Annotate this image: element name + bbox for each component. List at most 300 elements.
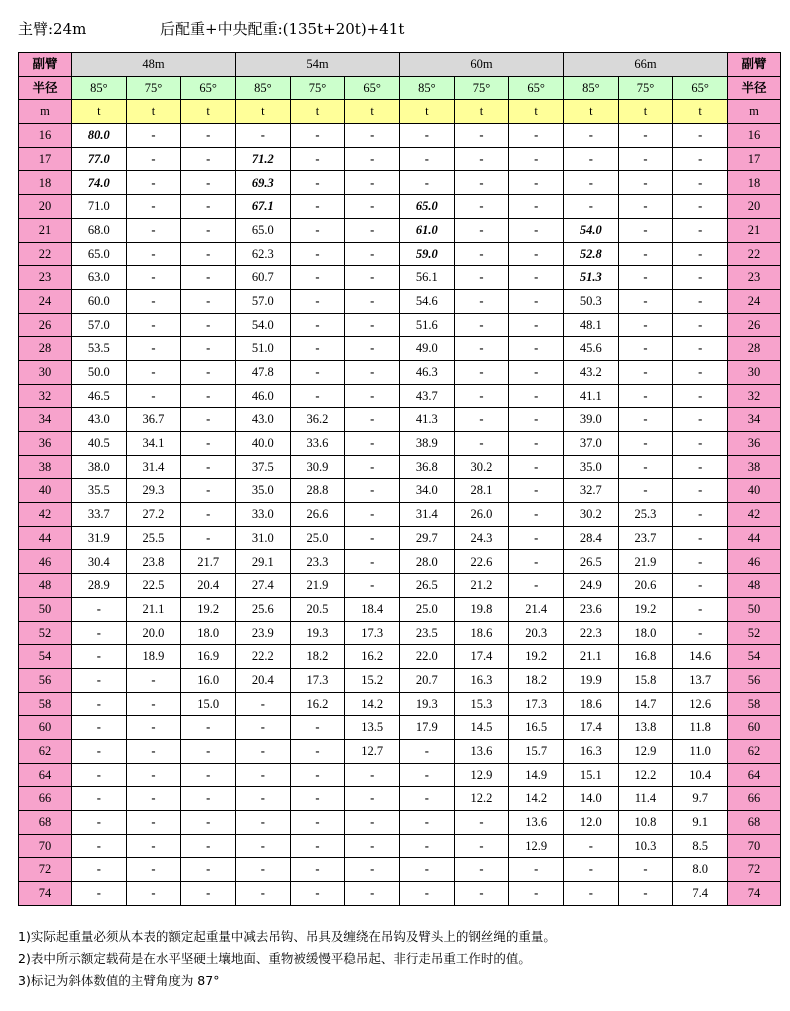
load-value-cell: 16.3: [454, 668, 509, 692]
load-value-cell: -: [454, 432, 509, 456]
load-value-cell: 62.3: [236, 242, 291, 266]
load-value-cell: -: [509, 313, 564, 337]
load-value-cell: 9.1: [673, 811, 728, 835]
load-value-cell: -: [126, 171, 181, 195]
angle-cell: 85°: [72, 76, 127, 100]
load-value-cell: -: [126, 360, 181, 384]
load-value-cell: -: [564, 124, 619, 148]
unit-header-row: [19, 100, 781, 124]
load-value-cell: -: [673, 455, 728, 479]
load-value-cell: -: [618, 337, 673, 361]
load-value-cell: -: [618, 124, 673, 148]
load-value-cell: 54.0: [236, 313, 291, 337]
load-value-cell: -: [400, 882, 455, 906]
load-value-cell: 14.6: [673, 645, 728, 669]
load-value-cell: -: [181, 408, 236, 432]
load-value-cell: -: [454, 171, 509, 195]
load-value-cell: 65.0: [236, 218, 291, 242]
load-value-cell: -: [345, 787, 400, 811]
load-value-cell: -: [400, 811, 455, 835]
angle-cell: 75°: [290, 76, 345, 100]
main-boom-label: 主臂:24m: [18, 20, 87, 38]
load-value-cell: -: [509, 337, 564, 361]
load-value-cell: 35.5: [72, 479, 127, 503]
load-value-cell: 21.1: [126, 597, 181, 621]
load-value-cell: 53.5: [72, 337, 127, 361]
table-row: [19, 242, 781, 266]
radius-cell: 38: [19, 455, 72, 479]
load-value-cell: -: [126, 739, 181, 763]
load-value-cell: -: [509, 408, 564, 432]
load-value-cell: -: [400, 124, 455, 148]
load-value-cell: -: [564, 171, 619, 195]
table-row: [19, 668, 781, 692]
load-value-cell: 23.5: [400, 621, 455, 645]
load-value-cell: 15.2: [345, 668, 400, 692]
load-value-cell: -: [72, 739, 127, 763]
load-value-cell: -: [290, 858, 345, 882]
table-row: [19, 479, 781, 503]
load-value-cell: -: [673, 147, 728, 171]
load-value-cell: 39.0: [564, 408, 619, 432]
load-value-cell: -: [126, 858, 181, 882]
radius-right-cell: 34: [728, 408, 781, 432]
load-value-cell: 22.6: [454, 550, 509, 574]
load-value-cell: 41.1: [564, 384, 619, 408]
load-value-cell: -: [181, 242, 236, 266]
load-value-cell: -: [290, 242, 345, 266]
load-value-cell: -: [181, 337, 236, 361]
load-value-cell: -: [126, 289, 181, 313]
group-48m: 48m: [72, 53, 236, 77]
angle-cell: 75°: [618, 76, 673, 100]
load-value-cell: 49.0: [400, 337, 455, 361]
table-row: [19, 171, 781, 195]
load-value-cell: -: [290, 171, 345, 195]
load-value-cell: 65.0: [400, 195, 455, 219]
load-value-cell: 57.0: [236, 289, 291, 313]
load-value-cell: -: [618, 218, 673, 242]
radius-right-cell: 23: [728, 266, 781, 290]
load-value-cell: -: [454, 289, 509, 313]
radius-right-cell: 21: [728, 218, 781, 242]
load-value-cell: -: [126, 787, 181, 811]
load-value-cell: 20.4: [236, 668, 291, 692]
load-value-cell: 16.0: [181, 668, 236, 692]
table-row: [19, 432, 781, 456]
load-value-cell: -: [181, 124, 236, 148]
load-value-cell: -: [72, 763, 127, 787]
load-value-cell: 48.1: [564, 313, 619, 337]
load-value-cell: -: [290, 384, 345, 408]
note-3: 3)标记为斜体数值的主臂角度为 87°: [18, 973, 220, 988]
load-value-cell: -: [673, 195, 728, 219]
unit-m-cell: m: [19, 100, 72, 124]
note-1: 1)实际起重量必须从本表的额定起重量中减去吊钩、吊具及缠绕在吊钩及臂头上的钢丝绳的重量。: [18, 929, 556, 944]
radius-right-cell: 22: [728, 242, 781, 266]
load-value-cell: -: [509, 455, 564, 479]
load-value-cell: -: [181, 455, 236, 479]
radius-cell: 56: [19, 668, 72, 692]
load-value-cell: -: [618, 432, 673, 456]
table-row: [19, 218, 781, 242]
load-value-cell: 18.9: [126, 645, 181, 669]
load-value-cell: -: [126, 195, 181, 219]
load-value-cell: -: [618, 147, 673, 171]
radius-cell: 68: [19, 811, 72, 835]
load-value-cell: -: [673, 313, 728, 337]
table-row: [19, 147, 781, 171]
load-value-cell: 43.7: [400, 384, 455, 408]
load-value-cell: 68.0: [72, 218, 127, 242]
load-value-cell: -: [618, 858, 673, 882]
radius-right-cell: 42: [728, 503, 781, 527]
load-value-cell: -: [509, 384, 564, 408]
load-value-cell: 10.3: [618, 834, 673, 858]
load-value-cell: -: [181, 763, 236, 787]
load-value-cell: -: [345, 171, 400, 195]
load-value-cell: -: [181, 289, 236, 313]
load-value-cell: -: [181, 360, 236, 384]
load-value-cell: 43.0: [72, 408, 127, 432]
load-value-cell: 14.7: [618, 692, 673, 716]
load-chart-table: [18, 52, 781, 906]
radius-right-cell: 64: [728, 763, 781, 787]
load-value-cell: -: [236, 716, 291, 740]
radius-cell: 72: [19, 858, 72, 882]
load-value-cell: -: [454, 124, 509, 148]
load-value-cell: -: [345, 574, 400, 598]
load-value-cell: -: [564, 858, 619, 882]
load-value-cell: 16.3: [564, 739, 619, 763]
load-value-cell: -: [290, 289, 345, 313]
notes: [18, 926, 778, 992]
load-value-cell: 31.9: [72, 526, 127, 550]
angle-cell: 75°: [126, 76, 181, 100]
load-value-cell: -: [181, 384, 236, 408]
load-value-cell: 31.4: [126, 455, 181, 479]
load-value-cell: -: [181, 882, 236, 906]
load-value-cell: -: [290, 218, 345, 242]
load-value-cell: 67.1: [236, 195, 291, 219]
angle-cell: 85°: [236, 76, 291, 100]
radius-right-cell: 20: [728, 195, 781, 219]
load-value-cell: 12.2: [618, 763, 673, 787]
load-value-cell: 28.9: [72, 574, 127, 598]
table-row: [19, 337, 781, 361]
load-value-cell: 24.9: [564, 574, 619, 598]
load-value-cell: 52.8: [564, 242, 619, 266]
radius-right-cell: 74: [728, 882, 781, 906]
angle-cell: 65°: [673, 76, 728, 100]
load-value-cell: 56.1: [400, 266, 455, 290]
load-value-cell: -: [126, 266, 181, 290]
load-value-cell: -: [509, 124, 564, 148]
load-value-cell: 43.2: [564, 360, 619, 384]
load-value-cell: 77.0: [72, 147, 127, 171]
unit-t-cell: t: [290, 100, 345, 124]
load-value-cell: -: [181, 266, 236, 290]
load-value-cell: 45.6: [564, 337, 619, 361]
load-value-cell: 7.4: [673, 882, 728, 906]
load-value-cell: 31.0: [236, 526, 291, 550]
load-value-cell: -: [345, 313, 400, 337]
radius-right-cell: 18: [728, 171, 781, 195]
load-value-cell: -: [345, 242, 400, 266]
unit-t-cell: t: [181, 100, 236, 124]
load-value-cell: 28.4: [564, 526, 619, 550]
radius-cell: 66: [19, 787, 72, 811]
load-value-cell: -: [126, 716, 181, 740]
radius-right-cell: 38: [728, 455, 781, 479]
table-row: [19, 195, 781, 219]
table-row: [19, 313, 781, 337]
load-value-cell: -: [126, 692, 181, 716]
angle-cell: 65°: [509, 76, 564, 100]
load-value-cell: 19.3: [400, 692, 455, 716]
load-value-cell: 23.7: [618, 526, 673, 550]
radius-right-cell: 32: [728, 384, 781, 408]
load-value-cell: -: [236, 811, 291, 835]
radius-cell: 74: [19, 882, 72, 906]
unit-t-cell: t: [236, 100, 291, 124]
load-value-cell: 14.2: [509, 787, 564, 811]
radius-right-cell: 68: [728, 811, 781, 835]
load-value-cell: -: [236, 834, 291, 858]
radius-right-cell: 52: [728, 621, 781, 645]
load-value-cell: 60.7: [236, 266, 291, 290]
load-value-cell: -: [236, 124, 291, 148]
load-value-cell: 11.8: [673, 716, 728, 740]
angle-cell: 65°: [181, 76, 236, 100]
table-body: [19, 124, 781, 906]
radius-right-cell: 30: [728, 360, 781, 384]
radius-cell: 18: [19, 171, 72, 195]
load-value-cell: 25.6: [236, 597, 291, 621]
radius-right-cell: 17: [728, 147, 781, 171]
load-value-cell: 26.5: [564, 550, 619, 574]
load-value-cell: -: [345, 124, 400, 148]
load-value-cell: -: [454, 337, 509, 361]
load-value-cell: 11.0: [673, 739, 728, 763]
load-value-cell: 33.0: [236, 503, 291, 527]
load-value-cell: -: [345, 834, 400, 858]
radius-cell: 42: [19, 503, 72, 527]
radius-cell: 28: [19, 337, 72, 361]
counterweight-label: 后配重+中央配重:(135t+20t)+41t: [160, 20, 405, 38]
load-value-cell: 17.4: [564, 716, 619, 740]
load-value-cell: -: [454, 313, 509, 337]
unit-t-cell: t: [618, 100, 673, 124]
load-value-cell: -: [126, 124, 181, 148]
radius-cell: 22: [19, 242, 72, 266]
load-value-cell: 36.7: [126, 408, 181, 432]
load-value-cell: 21.9: [290, 574, 345, 598]
load-value-cell: -: [126, 242, 181, 266]
group-header-row: [19, 53, 781, 77]
load-value-cell: -: [236, 692, 291, 716]
load-value-cell: -: [181, 716, 236, 740]
load-value-cell: -: [126, 811, 181, 835]
table-row: [19, 763, 781, 787]
load-value-cell: 15.1: [564, 763, 619, 787]
radius-right-cell: 56: [728, 668, 781, 692]
radius-cell: 52: [19, 621, 72, 645]
load-value-cell: -: [509, 242, 564, 266]
radius-right-cell: 46: [728, 550, 781, 574]
load-value-cell: -: [181, 147, 236, 171]
load-value-cell: 29.3: [126, 479, 181, 503]
load-value-cell: -: [290, 787, 345, 811]
load-value-cell: 26.5: [400, 574, 455, 598]
load-value-cell: 23.8: [126, 550, 181, 574]
load-value-cell: -: [509, 171, 564, 195]
load-value-cell: -: [454, 384, 509, 408]
load-value-cell: 19.2: [181, 597, 236, 621]
load-value-cell: -: [72, 692, 127, 716]
radius-cell: 48: [19, 574, 72, 598]
load-value-cell: -: [181, 787, 236, 811]
load-value-cell: 40.5: [72, 432, 127, 456]
table-row: [19, 408, 781, 432]
load-value-cell: 30.4: [72, 550, 127, 574]
table-row: [19, 124, 781, 148]
radius-right-cell: 28: [728, 337, 781, 361]
load-value-cell: 51.3: [564, 266, 619, 290]
load-value-cell: -: [673, 621, 728, 645]
load-value-cell: -: [72, 834, 127, 858]
load-value-cell: -: [345, 811, 400, 835]
load-value-cell: -: [509, 526, 564, 550]
radius-cell: 54: [19, 645, 72, 669]
load-value-cell: -: [564, 834, 619, 858]
load-value-cell: 18.0: [181, 621, 236, 645]
radius-right-cell: 50: [728, 597, 781, 621]
load-value-cell: -: [673, 171, 728, 195]
radius-cell: 70: [19, 834, 72, 858]
load-value-cell: 18.6: [454, 621, 509, 645]
radius-right-cell: 16: [728, 124, 781, 148]
load-value-cell: -: [181, 432, 236, 456]
radius-right-cell: 48: [728, 574, 781, 598]
load-value-cell: -: [454, 408, 509, 432]
radius-right-cell: 24: [728, 289, 781, 313]
radius-right-cell: 66: [728, 787, 781, 811]
load-value-cell: 32.7: [564, 479, 619, 503]
radius-cell: 20: [19, 195, 72, 219]
load-value-cell: -: [454, 218, 509, 242]
group-66m: 66m: [564, 53, 728, 77]
load-value-cell: -: [509, 574, 564, 598]
load-value-cell: 13.6: [509, 811, 564, 835]
load-value-cell: -: [454, 147, 509, 171]
radius-right-cell: 72: [728, 858, 781, 882]
load-value-cell: -: [345, 882, 400, 906]
load-value-cell: -: [618, 882, 673, 906]
load-value-cell: 59.0: [400, 242, 455, 266]
load-value-cell: 25.0: [290, 526, 345, 550]
load-value-cell: -: [181, 526, 236, 550]
load-value-cell: 15.0: [181, 692, 236, 716]
load-value-cell: -: [290, 716, 345, 740]
load-value-cell: -: [618, 289, 673, 313]
load-value-cell: -: [509, 479, 564, 503]
table-row: [19, 266, 781, 290]
load-value-cell: -: [126, 834, 181, 858]
load-value-cell: -: [181, 739, 236, 763]
angle-header-row: [19, 76, 781, 100]
load-value-cell: -: [673, 218, 728, 242]
table-row: [19, 692, 781, 716]
load-value-cell: 23.3: [290, 550, 345, 574]
load-value-cell: -: [673, 503, 728, 527]
load-value-cell: -: [618, 171, 673, 195]
load-value-cell: 18.4: [345, 597, 400, 621]
radius-cell: 46: [19, 550, 72, 574]
radius-right-cell: 60: [728, 716, 781, 740]
load-value-cell: 36.2: [290, 408, 345, 432]
load-value-cell: -: [673, 289, 728, 313]
load-value-cell: -: [72, 597, 127, 621]
load-value-cell: 22.3: [564, 621, 619, 645]
load-value-cell: 14.2: [345, 692, 400, 716]
load-value-cell: -: [618, 313, 673, 337]
load-value-cell: -: [673, 479, 728, 503]
load-value-cell: -: [290, 147, 345, 171]
load-value-cell: 11.4: [618, 787, 673, 811]
load-value-cell: -: [509, 858, 564, 882]
load-value-cell: 16.5: [509, 716, 564, 740]
load-value-cell: 19.3: [290, 621, 345, 645]
load-value-cell: -: [454, 266, 509, 290]
load-value-cell: -: [72, 787, 127, 811]
load-value-cell: -: [564, 882, 619, 906]
load-value-cell: -: [454, 242, 509, 266]
load-value-cell: -: [400, 834, 455, 858]
load-value-cell: -: [72, 645, 127, 669]
table-row: [19, 834, 781, 858]
load-value-cell: 24.3: [454, 526, 509, 550]
radius-right-label: 半径: [728, 76, 781, 100]
load-value-cell: -: [72, 882, 127, 906]
load-value-cell: -: [618, 266, 673, 290]
load-value-cell: 16.9: [181, 645, 236, 669]
unit-t-cell: t: [72, 100, 127, 124]
radius-cell: 50: [19, 597, 72, 621]
load-value-cell: -: [673, 124, 728, 148]
load-value-cell: 74.0: [72, 171, 127, 195]
radius-right-cell: 26: [728, 313, 781, 337]
load-value-cell: -: [454, 834, 509, 858]
load-value-cell: -: [673, 337, 728, 361]
load-value-cell: -: [454, 858, 509, 882]
load-value-cell: 8.5: [673, 834, 728, 858]
load-value-cell: 19.9: [564, 668, 619, 692]
load-value-cell: 50.3: [564, 289, 619, 313]
load-value-cell: 17.9: [400, 716, 455, 740]
load-value-cell: -: [181, 218, 236, 242]
load-value-cell: 18.0: [618, 621, 673, 645]
load-value-cell: 57.0: [72, 313, 127, 337]
load-value-cell: 60.0: [72, 289, 127, 313]
load-value-cell: 20.7: [400, 668, 455, 692]
load-value-cell: 14.9: [509, 763, 564, 787]
table-row: [19, 858, 781, 882]
load-value-cell: 25.3: [618, 503, 673, 527]
load-value-cell: 23.6: [564, 597, 619, 621]
load-value-cell: 30.2: [454, 455, 509, 479]
load-value-cell: -: [509, 218, 564, 242]
